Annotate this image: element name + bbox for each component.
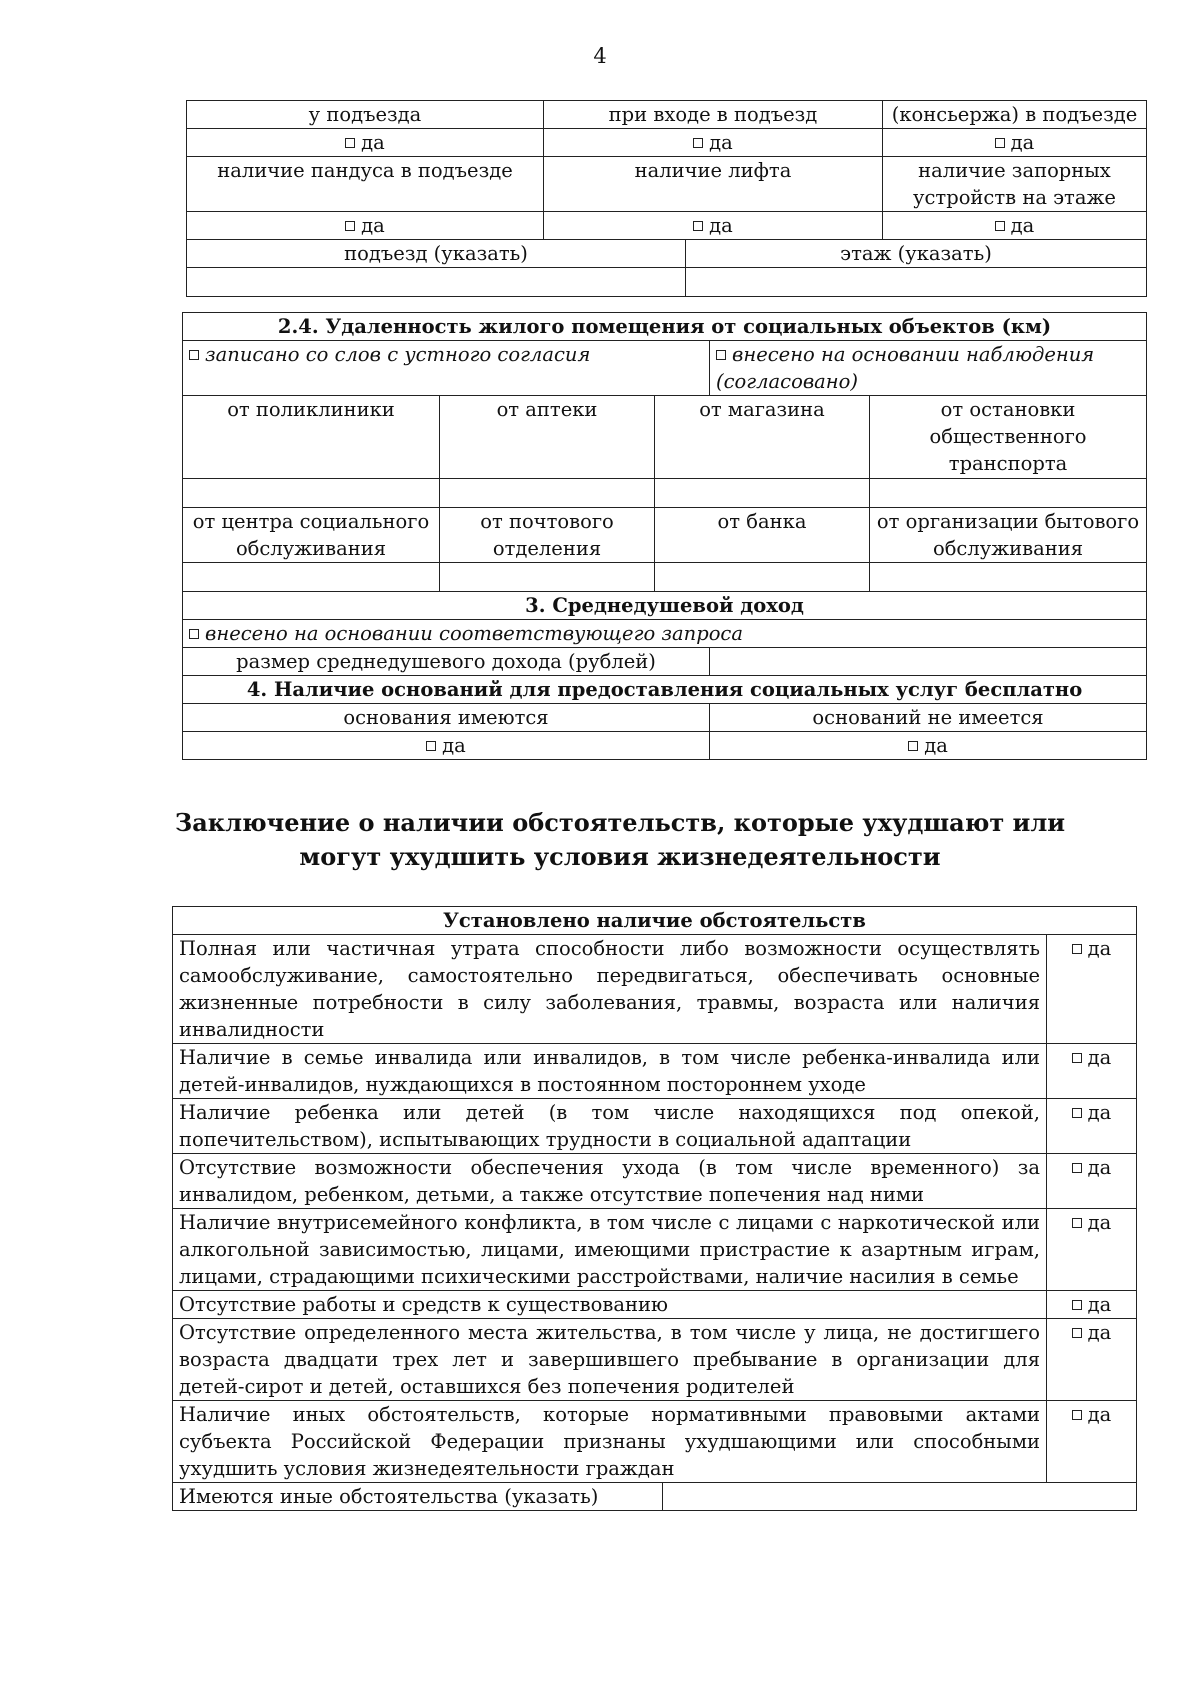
checkbox-icon[interactable] bbox=[345, 138, 355, 148]
label-from-post-office: от почтового отделения bbox=[440, 508, 655, 563]
circumstance-text: Наличие в семье инвалида или инвалидов, в том числе ребенка-инвалида или детей-инвалидов, нуждающихся в постоянном постороннем уходе bbox=[173, 1044, 1047, 1099]
label-from-clinic: от поликлиники bbox=[183, 396, 440, 479]
checkbox-icon[interactable] bbox=[189, 629, 199, 639]
label-from-shop: от магазина bbox=[655, 396, 870, 479]
label-concierge: (консьержа) в подъезде bbox=[883, 101, 1147, 129]
label-from-pharmacy: от аптеки bbox=[440, 396, 655, 479]
checkbox-yes[interactable]: да bbox=[1047, 1291, 1137, 1319]
label-floor-specify: этаж (указать) bbox=[686, 240, 1147, 268]
label-income-size: размер среднедушевого дохода (рублей) bbox=[183, 648, 710, 676]
option-income-request[interactable]: внесено на основании соответствующего запроса bbox=[183, 620, 1147, 648]
checkbox-icon[interactable] bbox=[995, 221, 1005, 231]
distance-input[interactable] bbox=[183, 563, 440, 592]
floor-input[interactable] bbox=[686, 268, 1147, 297]
checkbox-icon[interactable] bbox=[1072, 944, 1082, 954]
label-from-transport-stop: от остановки общественного транспорта bbox=[870, 396, 1147, 479]
checkbox-icon[interactable] bbox=[1072, 1218, 1082, 1228]
circumstance-text: Отсутствие возможности обеспечения ухода (в том числе временного) за инвалидом, ребенком, детьми, а также отсутствие попечения над ними bbox=[173, 1154, 1047, 1209]
checkbox-yes[interactable]: да bbox=[1047, 1099, 1137, 1154]
checkbox-icon[interactable] bbox=[1072, 1053, 1082, 1063]
checkbox-icon[interactable] bbox=[693, 138, 703, 148]
distance-input[interactable] bbox=[183, 479, 440, 508]
checkbox-icon[interactable] bbox=[716, 350, 726, 360]
checkbox-icon[interactable] bbox=[426, 741, 436, 751]
distance-input[interactable] bbox=[870, 563, 1147, 592]
label-entrance-door: при входе в подъезд bbox=[544, 101, 883, 129]
income-input[interactable] bbox=[710, 648, 1147, 676]
label-locks: наличие запорных устройств на этаже bbox=[883, 157, 1147, 212]
building-table bbox=[186, 100, 1146, 297]
other-circumstances-input[interactable] bbox=[663, 1483, 1137, 1511]
circumstance-text: Наличие иных обстоятельств, которые нормативными правовыми актами субъекта Российской Федерации признаны ухудшающими или способными ухудшить условия жизнедеятельности граждан bbox=[173, 1401, 1047, 1483]
checkbox-icon[interactable] bbox=[1072, 1300, 1082, 1310]
distance-input[interactable] bbox=[870, 479, 1147, 508]
label-grounds-absent: оснований не имеется bbox=[710, 704, 1147, 732]
option-observation[interactable]: внесено на основании наблюдения (согласовано) bbox=[710, 341, 1147, 396]
checkbox-icon[interactable] bbox=[189, 350, 199, 360]
checkbox-yes[interactable]: да bbox=[1047, 935, 1137, 1044]
checkbox-yes[interactable]: да bbox=[1047, 1154, 1137, 1209]
section-title-distance: 2.4. Удаленность жилого помещения от социальных объектов (км) bbox=[183, 313, 1147, 341]
checkbox-yes[interactable]: да bbox=[187, 129, 544, 157]
distance-input[interactable] bbox=[655, 479, 870, 508]
checkbox-icon[interactable] bbox=[908, 741, 918, 751]
distance-input[interactable] bbox=[655, 563, 870, 592]
circumstance-text: Отсутствие определенного места жительства, в том числе у лица, не достигшего возраста двадцати трех лет и завершившего пребывание в организации для детей-сирот и детей, оставшихся без попечения родителей bbox=[173, 1319, 1047, 1401]
checkbox-yes[interactable]: да bbox=[544, 129, 883, 157]
option-verbal-consent[interactable]: записано со слов с устного согласия bbox=[183, 341, 710, 396]
section-title-income: 3. Среднедушевой доход bbox=[183, 592, 1147, 620]
section-title-grounds: 4. Наличие оснований для предоставления социальных услуг бесплатно bbox=[183, 676, 1147, 704]
circumstance-text: Отсутствие работы и средств к существованию bbox=[173, 1291, 1047, 1319]
checkbox-yes[interactable]: да bbox=[1047, 1319, 1137, 1401]
checkbox-icon[interactable] bbox=[995, 138, 1005, 148]
checkbox-icon[interactable] bbox=[1072, 1328, 1082, 1338]
checkbox-icon[interactable] bbox=[1072, 1163, 1082, 1173]
checkbox-yes[interactable]: да bbox=[1047, 1209, 1137, 1291]
distance-input[interactable] bbox=[440, 563, 655, 592]
label-from-consumer-services: от организации бытового обслуживания bbox=[870, 508, 1147, 563]
checkbox-icon[interactable] bbox=[693, 221, 703, 231]
label-entrance-specify: подъезд (указать) bbox=[187, 240, 686, 268]
label-grounds-exist: основания имеются bbox=[183, 704, 710, 732]
label-from-social-center: от центра социального обслуживания bbox=[183, 508, 440, 563]
page-number: 4 bbox=[593, 44, 607, 68]
checkbox-yes[interactable]: да bbox=[710, 732, 1147, 760]
checkbox-yes[interactable]: да bbox=[1047, 1401, 1137, 1483]
label-at-entrance: у подъезда bbox=[187, 101, 544, 129]
checkbox-icon[interactable] bbox=[1072, 1410, 1082, 1420]
checkbox-icon[interactable] bbox=[1072, 1108, 1082, 1118]
label-ramp: наличие пандуса в подъезде bbox=[187, 157, 544, 212]
circumstances-table bbox=[172, 906, 1136, 1511]
conclusion-heading: Заключение о наличии обстоятельств, которые ухудшают или могут ухудшить условия жизнедеятельности bbox=[174, 808, 1066, 871]
checkbox-yes[interactable]: да bbox=[883, 129, 1147, 157]
checkbox-yes[interactable]: да bbox=[1047, 1044, 1137, 1099]
circumstance-text: Полная или частичная утрата способности либо возможности осуществлять самообслуживание, самостоятельно передвигаться, обеспечивать основные жизненные потребности в силу заболевания, травмы, возраста или наличия инвалидности bbox=[173, 935, 1047, 1044]
label-from-bank: от банка bbox=[655, 508, 870, 563]
distance-table bbox=[182, 312, 1146, 760]
checkbox-yes[interactable]: да bbox=[187, 212, 544, 240]
checkbox-yes[interactable]: да bbox=[883, 212, 1147, 240]
distance-input[interactable] bbox=[440, 479, 655, 508]
circumstance-text: Наличие ребенка или детей (в том числе находящихся под опекой, попечительством), испытывающих трудности в социальной адаптации bbox=[173, 1099, 1047, 1154]
checkbox-yes[interactable]: да bbox=[544, 212, 883, 240]
checkbox-icon[interactable] bbox=[345, 221, 355, 231]
checkbox-yes[interactable]: да bbox=[183, 732, 710, 760]
label-elevator: наличие лифта bbox=[544, 157, 883, 212]
label-other-circumstances: Имеются иные обстоятельства (указать) bbox=[173, 1483, 663, 1511]
circumstances-title: Установлено наличие обстоятельств bbox=[173, 907, 1137, 935]
entrance-input[interactable] bbox=[187, 268, 686, 297]
circumstance-text: Наличие внутрисемейного конфликта, в том числе с лицами с наркотической или алкогольной зависимостью, лицами, имеющими пристрастие к азартным играм, лицами, страдающими психическими расстройствами, наличие насилия в семье bbox=[173, 1209, 1047, 1291]
